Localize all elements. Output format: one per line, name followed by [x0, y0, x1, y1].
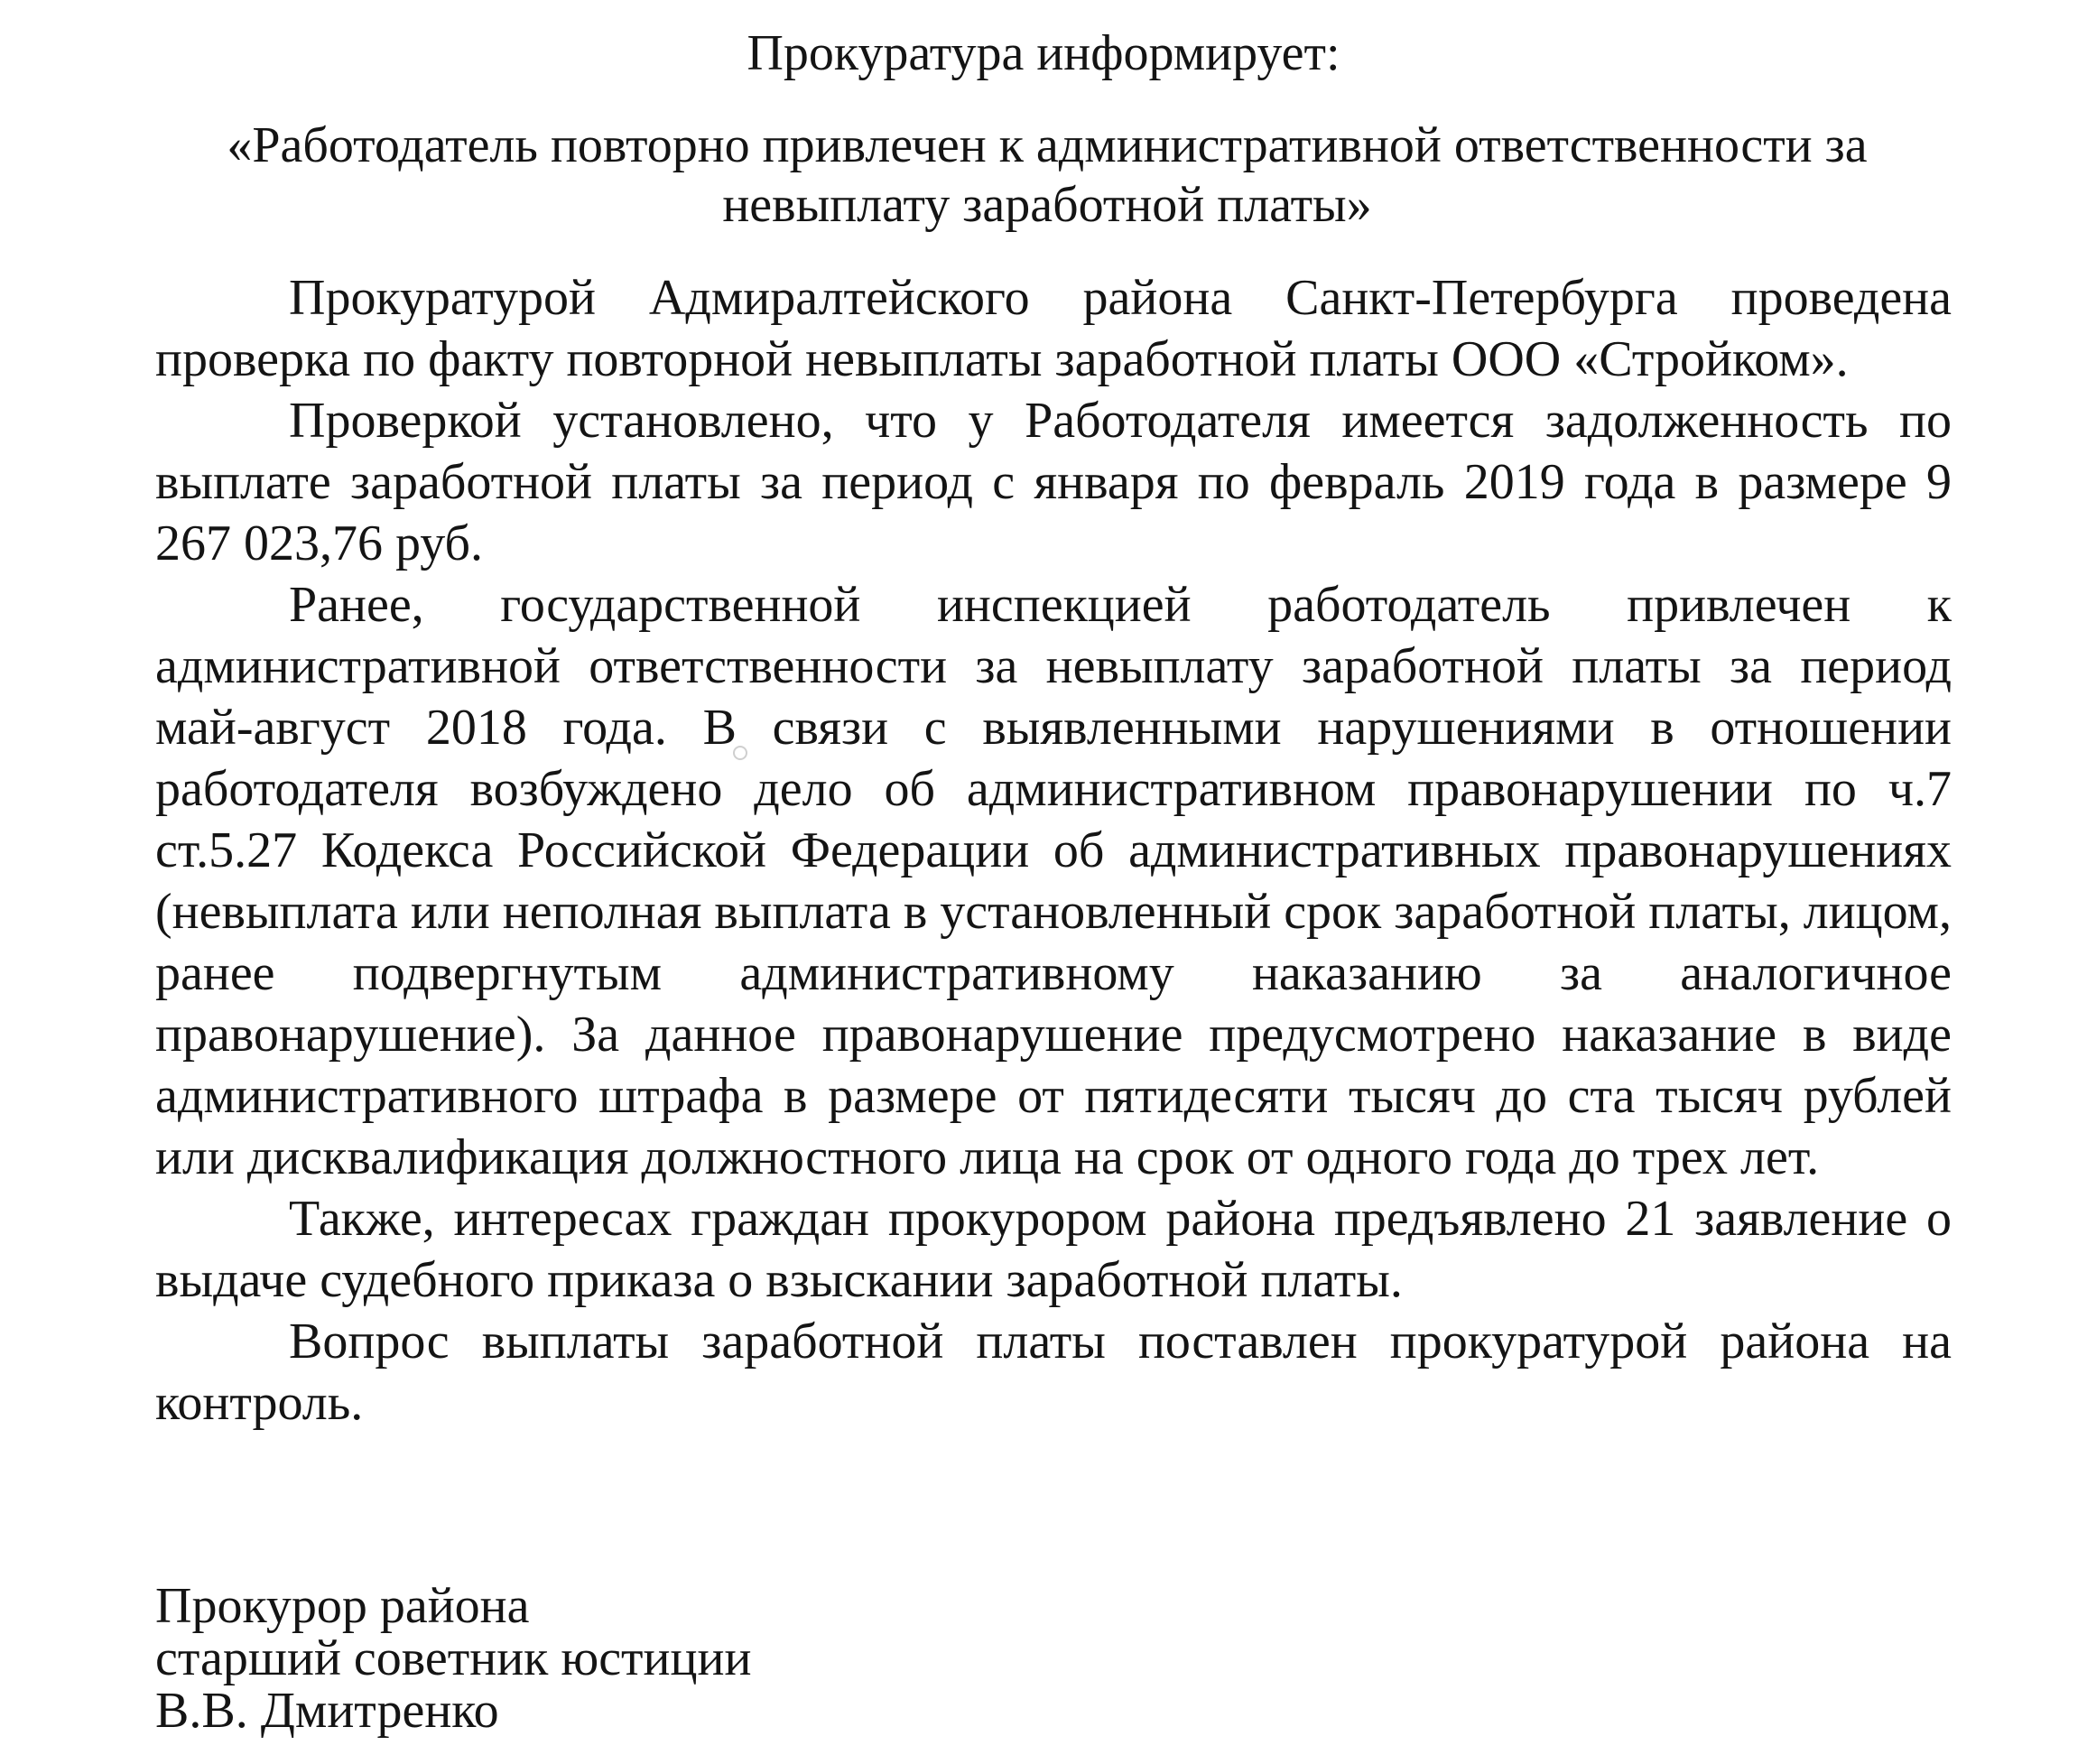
- paragraph-control: Вопрос выплаты заработной платы поставлен прокуратурой района на контроль.: [155, 1314, 1952, 1431]
- signature-position: Прокурор района: [155, 1578, 530, 1634]
- announcement-heading: Прокуратура информирует:: [747, 25, 1340, 81]
- paragraph-court-orders: Также, интересах граждан прокурором района предъявлено 21 заявление о выдаче судебного приказа о взыскании заработной платы.: [155, 1191, 1952, 1308]
- paragraph-inspection: Прокуратурой Адмиралтейского района Санкт-Петербурга проведена проверка по факту повторной невыплаты заработной платы ООО «Стройком».: [155, 270, 1952, 387]
- article-title: «Работодатель повторно привлечен к административной ответственности за невыплату заработной платы»: [227, 117, 1868, 233]
- scan-artifact: [733, 746, 747, 760]
- signature-name: В.В. Дмитренко: [155, 1683, 499, 1739]
- article-body: [155, 267, 1952, 1434]
- signature-rank: старший советник юстиции: [155, 1630, 752, 1686]
- paragraph-debt: Проверкой установлено, что у Работодателя имеется задолженность по выплате заработной платы за период с января по февраль 2019 года в размере 9 267 023,76 руб.: [155, 393, 1952, 571]
- paragraph-previous-liability: Ранее, государственной инспекцией работодатель привлечен к административной ответственности за невыплату заработной платы за период май-август 2018 года. В связи с выявленными нарушениями в отношении работодателя возбуждено дело об административном правонарушении по ч.7 ст.5.27 Кодекса Российской Федерации об административных правонарушениях (невыплата или неполная выплата в установленный срок заработной платы, лицом, ранее подвергнутым административному наказанию за аналогичное правонарушение). За данное правонарушение предусмотрено наказание в виде административного штрафа в размере от пятидесяти тысяч до ста тысяч рублей или дисквалификация должностного лица на срок от одного года до трех лет.: [155, 577, 1952, 1185]
- signature-block: [155, 1580, 751, 1737]
